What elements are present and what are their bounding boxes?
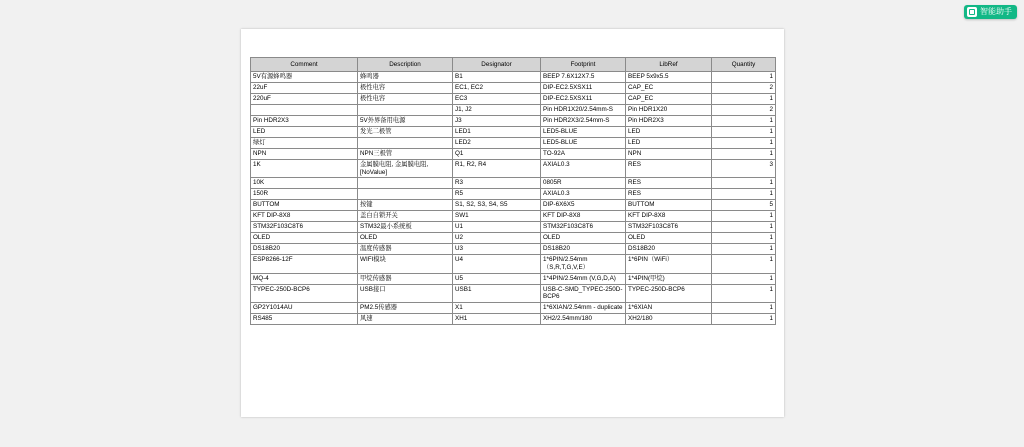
cell-libref: RES xyxy=(626,178,712,189)
cell-designator: LED1 xyxy=(453,127,541,138)
cell-libref: Pin HDR2X3 xyxy=(626,116,712,127)
assistant-badge[interactable] xyxy=(964,5,1017,19)
cell-designator: B1 xyxy=(453,72,541,83)
cell-designator: S1, S2, S3, S4, S5 xyxy=(453,200,541,211)
cell-libref: BEEP 5x9x5.5 xyxy=(626,72,712,83)
cell-quantity: 1 xyxy=(712,127,776,138)
cell-comment: DS18B20 xyxy=(251,244,358,255)
cell-footprint: DIP-6X6X5 xyxy=(541,200,626,211)
cell-comment: BUTTOM xyxy=(251,200,358,211)
cell-description: 发光二极管 xyxy=(358,127,453,138)
cell-comment xyxy=(251,105,358,116)
cell-quantity: 3 xyxy=(712,160,776,178)
cell-footprint: OLED xyxy=(541,233,626,244)
cell-libref: Pin HDR1X20 xyxy=(626,105,712,116)
table-row xyxy=(251,189,776,200)
cell-libref: CAP_EC xyxy=(626,83,712,94)
cell-quantity: 1 xyxy=(712,72,776,83)
cell-footprint: LED5-BLUE xyxy=(541,138,626,149)
cell-footprint: 1*6PIN/2.54mm（S,R,T,G,V,E） xyxy=(541,255,626,273)
table-row xyxy=(251,244,776,255)
cell-footprint: DS18B20 xyxy=(541,244,626,255)
cell-quantity: 1 xyxy=(712,178,776,189)
cell-quantity: 1 xyxy=(712,149,776,160)
cell-quantity: 1 xyxy=(712,255,776,273)
bom-table xyxy=(250,57,776,325)
cell-designator: SW1 xyxy=(453,211,541,222)
cell-description: 蜂鸣器 xyxy=(358,72,453,83)
cell-quantity: 1 xyxy=(712,233,776,244)
table-row xyxy=(251,116,776,127)
cell-comment: STM32F103C8T6 xyxy=(251,222,358,233)
cell-footprint: DIP-EC2.5XSX11 xyxy=(541,94,626,105)
table-row xyxy=(251,284,776,302)
table-body xyxy=(251,72,776,325)
cell-libref: TYPEC-250D-BCP6 xyxy=(626,284,712,302)
table-row xyxy=(251,273,776,284)
cell-description: 5V外界备用电源 xyxy=(358,116,453,127)
cell-libref: LED xyxy=(626,138,712,149)
cell-description: 金属膜电阻, 金属膜电阻, [NoValue] xyxy=(358,160,453,178)
table-row xyxy=(251,149,776,160)
cell-designator: U5 xyxy=(453,273,541,284)
table-row xyxy=(251,72,776,83)
cell-quantity: 1 xyxy=(712,273,776,284)
cell-description xyxy=(358,189,453,200)
cell-designator: EC3 xyxy=(453,94,541,105)
cell-comment: RS485 xyxy=(251,314,358,325)
cell-footprint: USB-C-SMD_TYPEC-250D-BCP6 xyxy=(541,284,626,302)
cell-footprint: BEEP 7.6X12X7.5 xyxy=(541,72,626,83)
cell-description: 风速 xyxy=(358,314,453,325)
table-header xyxy=(251,58,776,72)
cell-comment: 220uF xyxy=(251,94,358,105)
cell-designator: R3 xyxy=(453,178,541,189)
table-row xyxy=(251,233,776,244)
table-row xyxy=(251,138,776,149)
cell-libref: OLED xyxy=(626,233,712,244)
cell-libref: RES xyxy=(626,189,712,200)
table-row xyxy=(251,83,776,94)
cell-designator: U1 xyxy=(453,222,541,233)
cell-description xyxy=(358,178,453,189)
cell-description: NPN三极管 xyxy=(358,149,453,160)
cell-footprint: STM32F103C8T6 xyxy=(541,222,626,233)
cell-description: USB接口 xyxy=(358,284,453,302)
cell-footprint: 1*6XIAN/2.54mm - duplicate xyxy=(541,303,626,314)
cell-quantity: 1 xyxy=(712,211,776,222)
cell-designator: EC1, EC2 xyxy=(453,83,541,94)
table-row xyxy=(251,314,776,325)
cell-comment: OLED xyxy=(251,233,358,244)
cell-comment: NPN xyxy=(251,149,358,160)
document-page xyxy=(241,29,784,417)
cell-description: 按键 xyxy=(358,200,453,211)
cell-description xyxy=(358,138,453,149)
cell-footprint: LED5-BLUE xyxy=(541,127,626,138)
cell-description: 极性电容 xyxy=(358,83,453,94)
cell-libref: NPN xyxy=(626,149,712,160)
table-row xyxy=(251,127,776,138)
cell-comment: 10K xyxy=(251,178,358,189)
table-row xyxy=(251,160,776,178)
cell-quantity: 1 xyxy=(712,189,776,200)
cell-description: STM32最小系统板 xyxy=(358,222,453,233)
cell-description: 盖白自锁开关 xyxy=(358,211,453,222)
cell-designator: J3 xyxy=(453,116,541,127)
cell-description: 甲烷传感器 xyxy=(358,273,453,284)
cell-quantity: 2 xyxy=(712,105,776,116)
cell-footprint: AXIAL0.3 xyxy=(541,189,626,200)
cell-footprint: 1*4PIN/2.54mm (V,G,D,A) xyxy=(541,273,626,284)
table-row xyxy=(251,94,776,105)
cell-description: PM2.5传感器 xyxy=(358,303,453,314)
cell-libref: BUTTOM xyxy=(626,200,712,211)
column-header-description: Description xyxy=(358,58,453,72)
cell-quantity: 5 xyxy=(712,200,776,211)
cell-footprint: KFT DIP-8X8 xyxy=(541,211,626,222)
cell-footprint: Pin HDR1X20/2.54mm-S xyxy=(541,105,626,116)
table-row xyxy=(251,178,776,189)
cell-comment: Pin HDR2X3 xyxy=(251,116,358,127)
column-header-designator: Designator xyxy=(453,58,541,72)
cell-footprint: AXIAL0.3 xyxy=(541,160,626,178)
cell-footprint: 0805R xyxy=(541,178,626,189)
cell-libref: 1*6PIN（WiFi） xyxy=(626,255,712,273)
table-row xyxy=(251,211,776,222)
table-row xyxy=(251,200,776,211)
cell-designator: Q1 xyxy=(453,149,541,160)
cell-comment: LED xyxy=(251,127,358,138)
cell-libref: 1*6XIAN xyxy=(626,303,712,314)
cell-quantity: 1 xyxy=(712,138,776,149)
cell-description: 温度传感器 xyxy=(358,244,453,255)
cell-quantity: 1 xyxy=(712,244,776,255)
cell-libref: RES xyxy=(626,160,712,178)
cell-quantity: 1 xyxy=(712,94,776,105)
cell-designator: USB1 xyxy=(453,284,541,302)
table-row xyxy=(251,105,776,116)
column-header-comment: Comment xyxy=(251,58,358,72)
cell-comment: MQ-4 xyxy=(251,273,358,284)
column-header-footprint: Footprint xyxy=(541,58,626,72)
cell-description xyxy=(358,105,453,116)
cell-comment: GP2Y1014AU xyxy=(251,303,358,314)
cell-comment: 1K xyxy=(251,160,358,178)
cell-libref: XH2/180 xyxy=(626,314,712,325)
cell-description: WIFI模块 xyxy=(358,255,453,273)
cell-designator: U3 xyxy=(453,244,541,255)
cell-comment: ESP8266-12F xyxy=(251,255,358,273)
assistant-icon xyxy=(967,7,977,17)
bom-table-container xyxy=(250,57,775,325)
cell-designator: U4 xyxy=(453,255,541,273)
cell-designator: XH1 xyxy=(453,314,541,325)
cell-footprint: DIP-EC2.5XSX11 xyxy=(541,83,626,94)
table-row xyxy=(251,255,776,273)
cell-designator: R5 xyxy=(453,189,541,200)
cell-designator: X1 xyxy=(453,303,541,314)
cell-comment: 绿灯 xyxy=(251,138,358,149)
cell-quantity: 1 xyxy=(712,303,776,314)
assistant-badge-label: 智能助手 xyxy=(980,7,1012,16)
cell-footprint: Pin HDR2X3/2.54mm-S xyxy=(541,116,626,127)
cell-designator: R1, R2, R4 xyxy=(453,160,541,178)
table-header-row xyxy=(251,58,776,72)
table-row xyxy=(251,303,776,314)
cell-description: 极性电容 xyxy=(358,94,453,105)
cell-libref: CAP_EC xyxy=(626,94,712,105)
cell-libref: STM32F103C8T6 xyxy=(626,222,712,233)
cell-comment: 150R xyxy=(251,189,358,200)
cell-quantity: 1 xyxy=(712,284,776,302)
cell-description: OLED xyxy=(358,233,453,244)
cell-libref: DS18B20 xyxy=(626,244,712,255)
cell-designator: J1, J2 xyxy=(453,105,541,116)
cell-libref: 1*4PIN(甲烷) xyxy=(626,273,712,284)
table-row xyxy=(251,222,776,233)
cell-quantity: 2 xyxy=(712,83,776,94)
column-header-quantity: Quantity xyxy=(712,58,776,72)
cell-comment: 22uF xyxy=(251,83,358,94)
cell-footprint: TO-92A xyxy=(541,149,626,160)
cell-quantity: 1 xyxy=(712,314,776,325)
column-header-libref: LibRef xyxy=(626,58,712,72)
cell-designator: U2 xyxy=(453,233,541,244)
cell-libref: LED xyxy=(626,127,712,138)
cell-designator: LED2 xyxy=(453,138,541,149)
cell-comment: KFT DIP-8X8 xyxy=(251,211,358,222)
cell-libref: KFT DIP-8X8 xyxy=(626,211,712,222)
cell-comment: TYPEC-250D-BCP6 xyxy=(251,284,358,302)
cell-quantity: 1 xyxy=(712,222,776,233)
cell-quantity: 1 xyxy=(712,116,776,127)
cell-comment: 5V有源蜂鸣器 xyxy=(251,72,358,83)
cell-footprint: XH2/2.54mm/180 xyxy=(541,314,626,325)
